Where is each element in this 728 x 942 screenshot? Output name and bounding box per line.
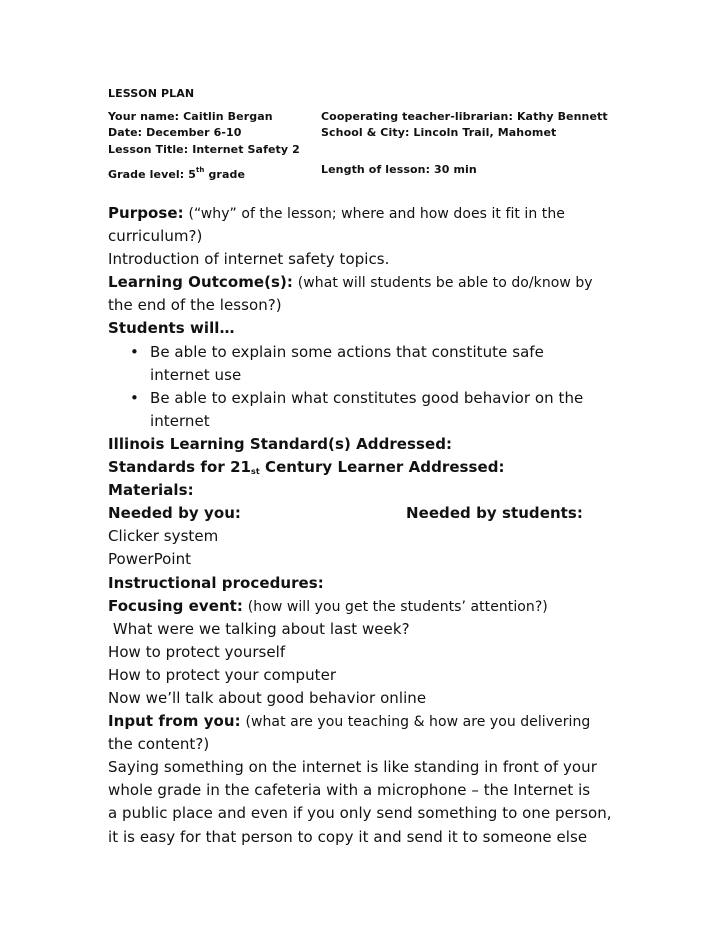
purpose-heading (108, 202, 708, 225)
lesson-body (108, 202, 708, 849)
standards-21-post: Century Learner Addressed: (265, 458, 505, 477)
illinois-standards: Illinois Learning Standard(s) Addressed: (108, 434, 453, 453)
teacher-value: Kathy Bennett (516, 110, 608, 123)
needed-by-you: Needed by you: (108, 504, 241, 523)
bullet-dot-icon: • (130, 388, 139, 407)
focus-line-4: Now we’ll talk about good behavior online (108, 688, 427, 707)
standards-21-pre: Standards for 21 (108, 458, 252, 477)
lesson-title-label: Lesson Title: (108, 143, 189, 156)
name-field (108, 110, 273, 124)
outcomes-label: Learning Outcome(s): (108, 273, 293, 292)
outcome-bullet-2-cont: internet (150, 411, 210, 430)
length-field (321, 163, 477, 177)
materials-heading: Materials: (108, 481, 194, 500)
standards-21-sub: st (251, 467, 260, 477)
lesson-title-field (108, 143, 300, 157)
input-line-4: it is easy for that person to copy it and send it to someone else (108, 827, 588, 846)
school-field (321, 126, 556, 140)
date-label: Date: (108, 126, 143, 139)
lesson-title-value: Internet Safety 2 (192, 143, 300, 156)
name-value: Caitlin Bergan (183, 110, 273, 123)
length-value: 30 min (434, 163, 477, 176)
focusing-label: Focusing event: (108, 596, 243, 615)
outcome-bullet-2 (108, 387, 708, 410)
date-value: December 6-10 (146, 126, 242, 139)
material-item-1: Clicker system (108, 527, 219, 546)
standards-21st (108, 456, 708, 479)
purpose-note: (“why” of the lesson; where and how does it fit in the (188, 206, 565, 222)
grade-word: grade (208, 168, 246, 181)
focus-line-1: What were we talking about last week? (108, 619, 410, 638)
outcomes-note: (what will students be able to do/know by (297, 275, 593, 292)
name-label: Your name: (108, 110, 180, 123)
input-note-cont: the content?) (108, 735, 210, 754)
length-label: Length of lesson: (321, 163, 431, 176)
procedures-heading: Instructional procedures: (108, 573, 324, 592)
date-field (108, 126, 242, 140)
purpose-label: Purpose: (108, 204, 184, 222)
grade-suffix: th (195, 166, 205, 174)
input-line-1: Saying something on the internet is like standing in front of your (108, 758, 597, 777)
input-note: (what are you teaching & how are you delivering (245, 714, 591, 731)
outcomes-note-cont: the end of the lesson?) (108, 296, 282, 315)
school-value: Lincoln Trail, Mahomet (413, 126, 557, 139)
grade-number: 5 (188, 168, 196, 181)
input-line-3: a public place and even if you only send something to one person, (108, 804, 612, 823)
materials-needed-row (108, 502, 708, 525)
outcome-bullet-1 (108, 341, 708, 364)
bullet-dot-icon: • (130, 342, 139, 361)
outcomes-heading (108, 271, 708, 294)
page-title: LESSON PLAN (108, 87, 195, 100)
focusing-note: (how will you get the students’ attention?) (247, 598, 548, 615)
outcome-bullet-1-text: Be able to explain some actions that constitute safe (150, 342, 544, 361)
focus-line-3: How to protect your computer (108, 665, 337, 684)
grade-label: Grade level: (108, 168, 185, 181)
students-will: Students will… (108, 319, 235, 338)
input-heading (108, 710, 708, 733)
input-label: Input from you: (108, 712, 241, 731)
material-item-2: PowerPoint (108, 550, 192, 569)
grade-field (108, 163, 245, 182)
focus-line-2: How to protect yourself (108, 642, 286, 661)
purpose-text: Introduction of internet safety topics. (108, 250, 390, 269)
school-label: School & City: (321, 126, 410, 139)
needed-by-students: Needed by students: (406, 504, 583, 523)
teacher-label: Cooperating teacher-librarian: (321, 110, 513, 123)
outcome-bullet-2-text: Be able to explain what constitutes good behavior on the (150, 388, 584, 407)
input-line-2: whole grade in the cafeteria with a microphone – the Internet is (108, 781, 591, 800)
teacher-field (321, 110, 608, 124)
outcome-bullet-1-cont: internet use (150, 365, 242, 384)
purpose-note-cont: curriculum?) (108, 227, 203, 246)
focusing-heading (108, 595, 708, 618)
